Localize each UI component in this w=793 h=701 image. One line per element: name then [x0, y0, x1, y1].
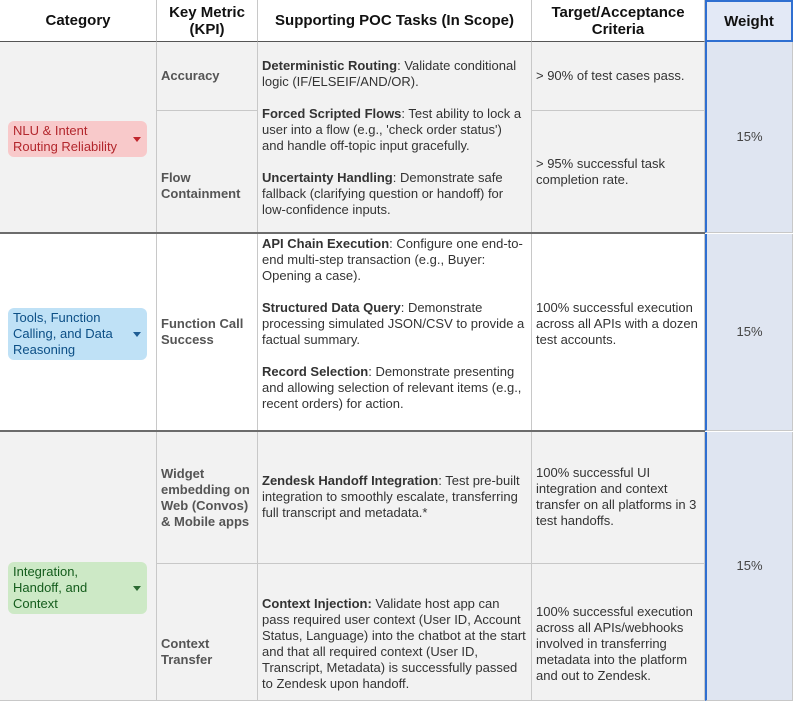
task-title: Forced Scripted Flows: [262, 106, 402, 121]
task-title: Deterministic Routing: [262, 58, 398, 73]
task-description: Validate conditional logic (IF/ELSEIF/AND/OR).: [262, 58, 517, 89]
target-text: 100% successful execution across all APIs/webhooks involved in transferring metadata into the platform and out to Zendesk.: [536, 604, 693, 683]
tasks-cell-context[interactable]: [258, 564, 532, 701]
category-label: Tools, Function Calling, and Data Reasoning: [13, 310, 113, 357]
task-separator: :: [400, 300, 408, 315]
task-separator: :: [392, 170, 400, 185]
chevron-down-icon[interactable]: [133, 137, 141, 142]
kpi-cell-function-call[interactable]: [157, 234, 258, 431]
kpi-label: Widget embedding on Web (Convos) & Mobile apps: [161, 465, 250, 529]
weight-value: 15%: [736, 324, 763, 339]
weight-cell-integration[interactable]: [705, 432, 793, 701]
task-description: Demonstrate safe fallback (clarifying question or handoff) for low-confidence inputs.: [262, 170, 504, 217]
target-cell-flow[interactable]: [532, 111, 705, 233]
task-description: Test pre-built integration to smoothly escalate, transferring full transcript and metadata.*: [262, 473, 520, 520]
tasks-cell-tools[interactable]: [258, 234, 532, 431]
task-separator: :: [389, 236, 397, 251]
target-text: 100% successful execution across all APIs with a dozen test accounts.: [536, 300, 698, 347]
weight-value: 15%: [736, 129, 763, 144]
kpi-cell-flow-containment[interactable]: [157, 111, 258, 233]
task-item: [262, 364, 527, 412]
category-label: NLU & Intent Routing Reliability: [13, 123, 118, 154]
header-weight[interactable]: Weight: [705, 0, 793, 42]
task-separator: :: [438, 473, 446, 488]
task-item: [262, 300, 527, 348]
target-text: > 90% of test cases pass.: [536, 68, 685, 83]
kpi-cell-widget-embedding[interactable]: [157, 432, 258, 564]
task-item: [262, 170, 527, 218]
target-cell-context[interactable]: [532, 564, 705, 701]
category-dropdown-integration[interactable]: [8, 562, 147, 614]
task-title: API Chain Execution: [262, 236, 390, 251]
task-separator: :: [397, 58, 405, 73]
category-dropdown-tools[interactable]: [8, 308, 147, 360]
task-item: [262, 106, 527, 154]
kpi-cell-context-transfer[interactable]: [157, 564, 258, 701]
category-dropdown-nlu[interactable]: [8, 121, 147, 157]
task-title: Structured Data Query: [262, 300, 401, 315]
task-item: [262, 596, 527, 692]
task-title: Uncertainty Handling: [262, 170, 393, 185]
task-item: [262, 236, 527, 284]
category-label: Integration, Handoff, and Context: [13, 564, 88, 611]
target-cell-function-call[interactable]: [532, 234, 705, 431]
kpi-label: Context Transfer: [161, 636, 213, 667]
kpi-label: Flow Containment: [161, 169, 241, 201]
tasks-cell-zendesk[interactable]: [258, 432, 532, 564]
task-item: [262, 58, 527, 90]
task-title: Zendesk Handoff Integration: [262, 473, 439, 488]
task-description: Validate host app can pass required user context (User ID, Account Status, Language) into the chatbot at the start and that all required context (User ID, Transcript, Metadata) is successfully passed to Zendesk upon handoff.: [262, 596, 526, 691]
kpi-label: Accuracy: [161, 68, 220, 83]
task-description: Configure one end-to-end multi-step transaction (e.g., Buyer: Opening a case).: [262, 236, 523, 283]
tasks-cell-nlu[interactable]: [258, 42, 532, 233]
task-separator: :: [368, 364, 376, 379]
chevron-down-icon[interactable]: [133, 586, 141, 591]
target-cell-widget[interactable]: [532, 432, 705, 564]
header-target[interactable]: Target/Acceptance Criteria: [532, 0, 705, 42]
header-category[interactable]: Category: [0, 0, 157, 42]
header-kpi[interactable]: Key Metric (KPI): [157, 0, 258, 42]
task-description: Test ability to lock a user into a flow (e.g., 'check order status') and handle off-topic input gracefully.: [262, 106, 522, 153]
task-description: Demonstrate processing simulated JSON/CSV to provide a factual summary.: [262, 300, 525, 347]
task-item: [262, 473, 527, 521]
task-title: Record Selection: [262, 364, 369, 379]
task-title: Context Injection:: [262, 596, 372, 611]
chevron-down-icon[interactable]: [133, 332, 141, 337]
target-cell-accuracy[interactable]: [532, 42, 705, 111]
task-separator: :: [401, 106, 409, 121]
kpi-cell-accuracy[interactable]: [157, 42, 258, 111]
target-text: > 95% successful task completion rate.: [536, 156, 665, 187]
weight-value: 15%: [736, 558, 763, 573]
target-text: 100% successful UI integration and context transfer on all platforms in 3 test handoffs.: [536, 465, 697, 528]
weight-cell-nlu[interactable]: [705, 42, 793, 233]
kpi-label: Function Call Success: [161, 316, 244, 347]
weight-cell-tools[interactable]: [705, 234, 793, 431]
header-tasks[interactable]: Supporting POC Tasks (In Scope): [258, 0, 532, 42]
task-description: Demonstrate presenting and allowing selection of relevant items (e.g., recent orders) for action.: [262, 364, 522, 411]
